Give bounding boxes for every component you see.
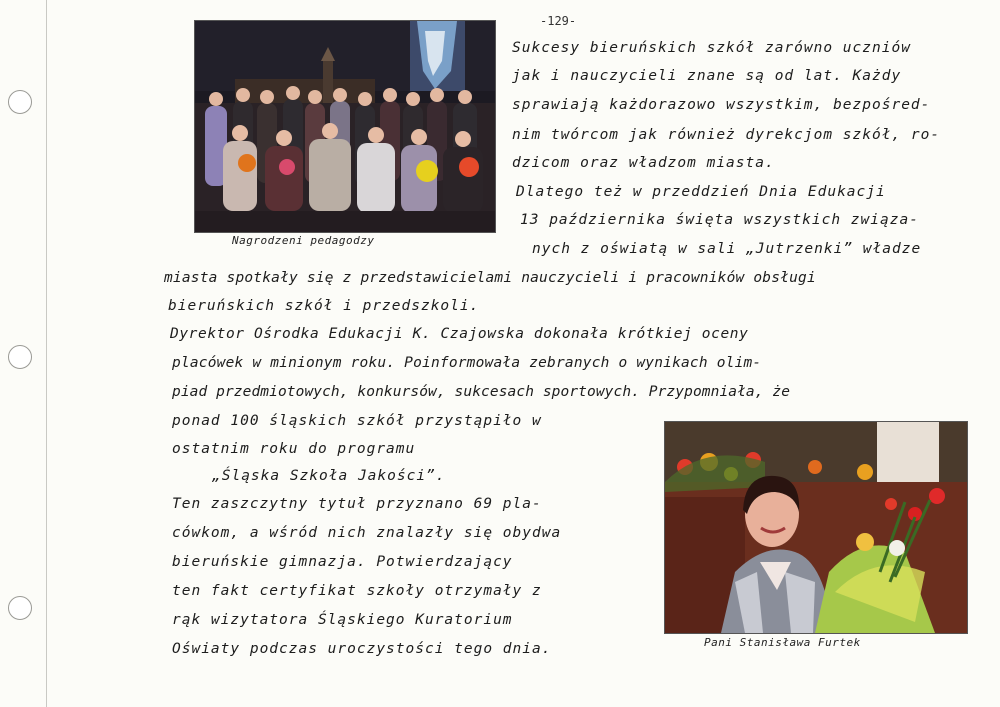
text-line: nim twórcom jak również dyrekcjom szkół, ro- xyxy=(512,127,941,143)
photo-caption-top: Nagrodzeni pedagodzy xyxy=(232,234,375,247)
punch-hole xyxy=(8,90,32,114)
text-line: placówek w minionym roku. Poinformowała zebranych o wynikach olim- xyxy=(172,355,762,371)
photo-caption-bottom: Pani Stanisława Furtek xyxy=(704,636,861,649)
text-line: dzicom oraz władzom miasta. xyxy=(512,155,775,171)
text-line: jak i nauczycieli znane są od lat. Każdy xyxy=(512,68,902,84)
margin-line xyxy=(46,0,47,707)
text-line: ten fakt certyfikat szkoły otrzymały z xyxy=(172,583,542,599)
punch-hole xyxy=(8,596,32,620)
text-line: Oświaty podczas uroczystości tego dnia. xyxy=(172,641,552,657)
text-line: 13 października święta wszystkich związa- xyxy=(520,212,919,228)
text-line: Ten zaszczytny tytuł przyznano 69 pla- xyxy=(172,496,542,512)
text-line: cówkom, a wśród nich znalazły się obydwa xyxy=(172,525,562,541)
punch-hole xyxy=(8,345,32,369)
text-line: bieruńskich szkół i przedszkoli. xyxy=(168,298,480,314)
text-line: ponad 100 śląskich szkół przystąpiło w xyxy=(172,413,542,429)
text-line: „Śląska Szkoła Jakości”. xyxy=(212,468,446,484)
text-line: Dlatego też w przeddzień Dnia Edukacji xyxy=(516,184,886,200)
group-photo xyxy=(194,20,496,233)
text-line: miasta spotkały się z przedstawicielami nauczycieli i pracowników obsługi xyxy=(164,270,816,286)
page-number: -129- xyxy=(540,14,577,28)
text-line: Dyrektor Ośrodka Edukacji K. Czajowska dokonała krótkiej oceny xyxy=(170,326,749,342)
text-line: Sukcesy bieruńskich szkół zarówno uczniów xyxy=(512,40,911,56)
text-line: bieruńskie gimnazja. Potwierdzający xyxy=(172,554,513,570)
text-line: nych z oświatą w sali „Jutrzenki” władze xyxy=(532,241,922,257)
portrait-photo xyxy=(664,421,968,634)
text-line: rąk wizytatora Śląskiego Kuratorium xyxy=(172,612,513,628)
text-line: sprawiają każdorazowo wszystkim, bezpośred- xyxy=(512,97,931,113)
text-line: ostatnim roku do programu xyxy=(172,441,416,457)
text-line: piad przedmiotowych, konkursów, sukcesach sportowych. Przypomniała, że xyxy=(172,384,791,400)
